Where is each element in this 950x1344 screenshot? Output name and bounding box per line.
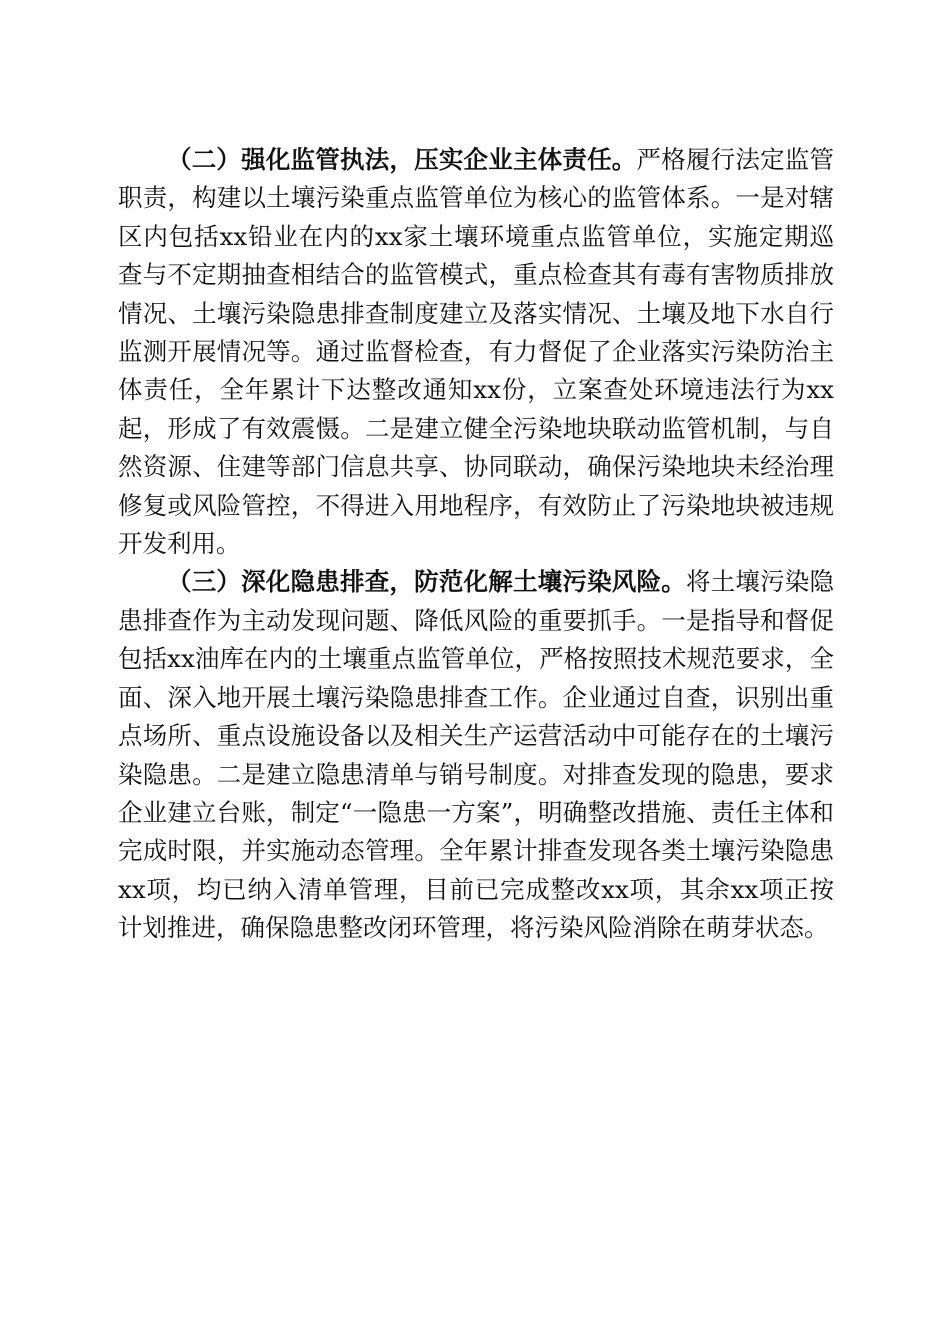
paragraph-text: 严格履行法定监管职责，构建以土壤污染重点监管单位为核心的监管体系。一是对辖区内包括xx铅业在内的xx家土壤环境重点监管单位，实施定期巡查与不定期抽查相结合的监管模式，重点检查其有毒有害物质排放情况、土壤污染隐患排查制度建立及落实情况、土壤及地下水自行监测开展情况等。通过监督检查，有力督促了企业落实污染防治主体责任，全年累计下达整改通知xx份，立案查处环境违法行为xx起，形成了有效震慑。二是建立健全污染地块联动监管机制，与自然资源、住建等部门信息共享、协同联动，确保污染地块未经治理修复或风险管控，不得进入用地程序，有效防止了污染地块被违规开发利用。 bbox=[118, 145, 835, 559]
paragraph-heading: （二）强化监管执法，压实企业主体责任。 bbox=[167, 145, 637, 174]
paragraph-hazard-inspection bbox=[118, 563, 834, 947]
document-body bbox=[118, 141, 834, 948]
paragraph-supervision bbox=[118, 141, 834, 563]
paragraph-heading: （三）深化隐患排查，防范化解土壤污染风险。 bbox=[167, 567, 686, 597]
paragraph-text: 将土壤污染隐患排查作为主动发现问题、降低风险的重要抓手。一是指导和督促包括xx油库在内的土壤重点监管单位，严格按照技术规范要求，全面、深入地开展土壤污染隐患排查工作。企业通过自查，识别出重点场所、重点设施设备以及相关生产运营活动中可能存在的土壤污染隐患。二是建立隐患清单与销号制度。对排查发现的隐患，要求企业建立台账，制定“一隐患一方案”，明确整改措施、责任主体和完成时限，并实施动态管理。全年累计排查发现各类土壤污染隐患xx项，均已纳入清单管理，目前已完成整改xx项，其余xx项正按计划推进，确保隐患整改闭环管理，将污染风险消除在萌芽状态。 bbox=[118, 567, 835, 943]
